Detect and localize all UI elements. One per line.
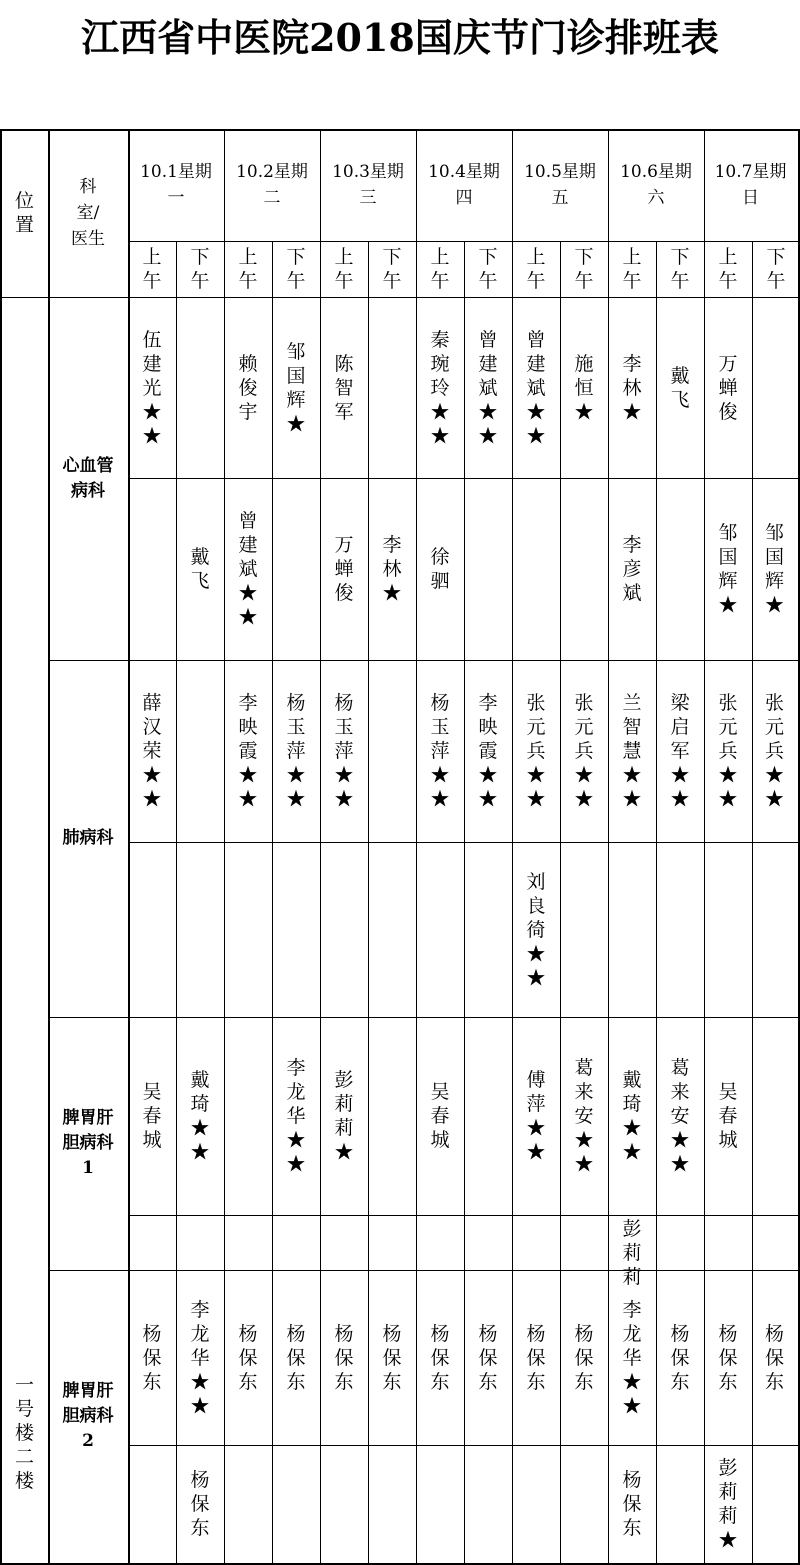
schedule-cell-text: 戴琦★★ — [622, 1069, 642, 1163]
schedule-cell — [608, 1445, 656, 1563]
header-day-text: 10.7星期日 — [714, 162, 787, 208]
schedule-cell-text: 李彦斌 — [622, 534, 642, 604]
schedule-cell-text: 杨玉萍★★ — [334, 692, 354, 810]
schedule-cell — [560, 1270, 608, 1445]
schedule-cell-text: 李映霞★★ — [478, 692, 498, 810]
schedule-cell — [608, 1215, 656, 1288]
schedule-cell — [608, 1017, 656, 1215]
schedule-cell-text: 万蝉俊 — [718, 352, 738, 423]
schedule-cell — [656, 1017, 704, 1215]
schedule-cell — [704, 297, 752, 478]
schedule-cell — [128, 1017, 176, 1215]
header-day — [704, 129, 797, 241]
schedule-cell — [272, 297, 320, 478]
schedule-cell-text: 杨保东 — [430, 1322, 450, 1393]
schedule-cell-text: 张元兵★★ — [718, 692, 738, 810]
schedule-cell — [272, 660, 320, 842]
schedule-cell — [656, 660, 704, 842]
schedule-cell-text: 杨保东 — [764, 1322, 784, 1393]
schedule-cell — [128, 660, 176, 842]
dept-name — [48, 660, 128, 1017]
schedule-cell-text: 赖俊宇 — [238, 352, 258, 423]
schedule-cell-text: 杨保东 — [286, 1322, 306, 1393]
schedule-cell — [608, 478, 656, 660]
schedule-cell-text: 戴飞 — [670, 364, 690, 411]
schedule-cell-text: 杨保东 — [142, 1322, 162, 1393]
schedule-cell-text: 吴春城 — [142, 1081, 162, 1151]
row-divider — [128, 1215, 799, 1216]
schedule-cell-text: 李龙华★★ — [622, 1298, 642, 1417]
header-am-text: 上午 — [622, 246, 642, 292]
schedule-cell-text: 邹国辉★ — [718, 522, 738, 616]
schedule-cell-text: 杨保东 — [478, 1322, 498, 1393]
schedule-cell — [752, 1270, 797, 1445]
header-am-text: 上午 — [718, 246, 738, 292]
schedule-cell-text: 杨保东 — [334, 1322, 354, 1393]
header-location — [1, 129, 48, 297]
row-divider — [128, 1445, 799, 1446]
schedule-cell — [512, 297, 560, 478]
schedule-cell-text: 陈智军 — [334, 352, 354, 423]
schedule-cell-text: 张元兵★★ — [764, 692, 784, 810]
schedule-cell — [464, 297, 512, 478]
schedule-cell — [272, 1017, 320, 1215]
schedule-cell-text: 李林★ — [382, 534, 402, 604]
header-am — [704, 241, 752, 297]
schedule-cell-text: 杨玉萍★★ — [286, 692, 306, 810]
header-am — [416, 241, 464, 297]
schedule-cell-text: 杨保东 — [526, 1322, 546, 1393]
schedule-cell-text: 傅萍★★ — [526, 1069, 546, 1163]
schedule-cell-text: 李映霞★★ — [238, 692, 258, 810]
header-am-text: 上午 — [142, 246, 162, 292]
schedule-cell — [560, 1017, 608, 1215]
schedule-cell-text: 李龙华★★ — [286, 1057, 306, 1175]
location-label-text: 一号楼二楼 — [14, 1374, 34, 1492]
header-day-text: 10.3星期三 — [332, 162, 404, 208]
header-pm-text: 下午 — [478, 246, 498, 292]
dept-name-text: 肺病科 — [62, 828, 114, 848]
header-pm-text: 下午 — [382, 246, 402, 292]
schedule-cell-text: 张元兵★★ — [574, 692, 594, 810]
schedule-cell — [704, 1445, 752, 1563]
schedule-cell — [272, 1270, 320, 1445]
schedule-cell — [704, 1270, 752, 1445]
location-label — [1, 297, 48, 1563]
header-location-text: 位置 — [14, 190, 34, 236]
schedule-cell — [656, 1270, 704, 1445]
schedule-cell — [704, 660, 752, 842]
schedule-cell-text: 杨保东 — [238, 1322, 258, 1393]
schedule-cell — [656, 297, 704, 478]
header-dept — [48, 129, 128, 297]
schedule-cell-text: 杨保东 — [574, 1322, 594, 1393]
schedule-cell-text: 邹国辉★ — [286, 340, 306, 435]
dept-name-text: 脾胃肝胆病科2 — [62, 1381, 114, 1451]
schedule-cell — [416, 1017, 464, 1215]
schedule-cell — [512, 660, 560, 842]
header-day — [416, 129, 512, 241]
schedule-cell-text: 曾建斌★★ — [238, 510, 258, 628]
header-am — [128, 241, 176, 297]
header-pm-text: 下午 — [670, 246, 690, 292]
schedule-cell — [752, 478, 797, 660]
dept-name-text: 脾胃肝胆病科1 — [62, 1108, 114, 1178]
dept-name — [48, 1017, 128, 1270]
schedule-cell — [416, 297, 464, 478]
schedule-cell — [608, 1270, 656, 1445]
schedule-cell-text: 彭莉莉★ — [334, 1069, 354, 1163]
schedule-cell — [320, 660, 368, 842]
schedule-cell — [416, 1270, 464, 1445]
schedule-cell-text: 杨保东 — [622, 1469, 642, 1539]
header-pm-text: 下午 — [574, 246, 594, 292]
row-divider — [128, 842, 799, 843]
schedule-cell-text: 梁启军★★ — [670, 692, 690, 810]
schedule-cell — [752, 660, 797, 842]
schedule-cell-text: 吴春城 — [718, 1081, 738, 1151]
schedule-cell — [176, 1270, 224, 1445]
header-day-text: 10.5星期五 — [524, 162, 596, 208]
schedule-cell — [368, 478, 416, 660]
schedule-cell-text: 李龙华★★ — [190, 1298, 210, 1417]
header-am-text: 上午 — [430, 246, 450, 292]
header-pm-text: 下午 — [766, 246, 786, 292]
header-day-text: 10.1星期一 — [140, 162, 212, 208]
dept-name — [48, 1270, 128, 1563]
header-pm — [272, 241, 320, 297]
dept-name — [48, 297, 128, 660]
schedule-cell-text: 葛来安★★ — [574, 1057, 594, 1175]
schedule-cell — [224, 297, 272, 478]
schedule-cell-text: 张元兵★★ — [526, 692, 546, 810]
schedule-cell — [320, 1017, 368, 1215]
schedule-cell — [368, 1270, 416, 1445]
schedule-cell-text: 刘良徛★★ — [526, 870, 546, 989]
schedule-cell-text: 戴琦★★ — [190, 1069, 210, 1163]
header-am — [608, 241, 656, 297]
schedule-cell-text: 彭莉莉★ — [718, 1457, 738, 1551]
header-dept-text: 科室/医生 — [70, 177, 105, 249]
header-am — [320, 241, 368, 297]
schedule-cell — [176, 1017, 224, 1215]
schedule-cell — [608, 297, 656, 478]
schedule-cell — [464, 660, 512, 842]
header-pm — [752, 241, 800, 297]
schedule-cell — [512, 1270, 560, 1445]
header-am-text: 上午 — [526, 246, 546, 292]
header-pm — [464, 241, 512, 297]
schedule-cell — [464, 1270, 512, 1445]
schedule-cell — [320, 478, 368, 660]
schedule-cell — [224, 660, 272, 842]
schedule-cell — [176, 478, 224, 660]
schedule-cell — [560, 297, 608, 478]
header-day — [224, 129, 320, 241]
schedule-cell-text: 彭莉莉 — [622, 1218, 642, 1288]
header-pm — [368, 241, 416, 297]
header-day — [128, 129, 224, 241]
schedule-cell-text: 秦琬玲★★ — [430, 328, 450, 447]
schedule-cell — [224, 1270, 272, 1445]
header-am — [224, 241, 272, 297]
schedule-cell-text: 万蝉俊 — [334, 534, 354, 604]
header-am-text: 上午 — [238, 246, 258, 292]
schedule-cell-text: 杨保东 — [190, 1469, 210, 1539]
schedule-cell — [224, 478, 272, 660]
header-day — [320, 129, 416, 241]
header-pm — [176, 241, 224, 297]
schedule-cell-text: 邹国辉★ — [764, 522, 784, 616]
schedule-cell-text: 薛汉荣★★ — [142, 692, 162, 810]
schedule-cell-text: 施恒★ — [574, 352, 594, 423]
schedule-cell-text: 杨保东 — [718, 1322, 738, 1393]
schedule-cell-text: 兰智慧★★ — [622, 692, 642, 810]
schedule-cell-text: 戴飞 — [190, 546, 210, 592]
schedule-cell-text: 杨保东 — [382, 1322, 402, 1393]
header-day-text: 10.4星期四 — [428, 162, 500, 208]
schedule-cell — [560, 660, 608, 842]
header-am — [512, 241, 560, 297]
header-day-text: 10.2星期二 — [236, 162, 308, 208]
dept-name-text: 心血管病科 — [62, 455, 114, 501]
schedule-cell — [176, 1445, 224, 1563]
header-day — [512, 129, 608, 241]
header-pm-text: 下午 — [190, 246, 210, 292]
schedule-cell — [608, 660, 656, 842]
schedule-cell-text: 杨玉萍★★ — [430, 692, 450, 810]
schedule-cell — [320, 1270, 368, 1445]
header-day-text: 10.6星期六 — [620, 162, 692, 208]
header-pm — [560, 241, 608, 297]
schedule-cell-text: 伍建光★★ — [142, 328, 162, 447]
schedule-cell-text: 吴春城 — [430, 1081, 450, 1151]
header-pm — [656, 241, 704, 297]
schedule-cell — [416, 478, 464, 660]
schedule-cell — [416, 660, 464, 842]
schedule-cell-text: 曾建斌★★ — [478, 328, 498, 447]
schedule-cell — [320, 297, 368, 478]
schedule-cell-text: 杨保东 — [670, 1322, 690, 1393]
schedule-cell — [128, 1270, 176, 1445]
schedule-cell-text: 曾建斌★★ — [526, 328, 546, 447]
schedule-cell-text: 李林★ — [622, 352, 642, 423]
schedule-cell — [704, 1017, 752, 1215]
schedule-cell-text: 葛来安★★ — [670, 1057, 690, 1175]
header-pm-text: 下午 — [286, 246, 306, 292]
schedule-cell — [512, 842, 560, 1017]
header-am-text: 上午 — [334, 246, 354, 292]
schedule-cell — [512, 1017, 560, 1215]
schedule-cell-text: 徐驷 — [430, 546, 450, 592]
schedule-cell — [704, 478, 752, 660]
header-day — [608, 129, 704, 241]
schedule-cell — [128, 297, 176, 478]
page-title: 江西省中医院2018国庆节门诊排班表 — [81, 15, 719, 60]
